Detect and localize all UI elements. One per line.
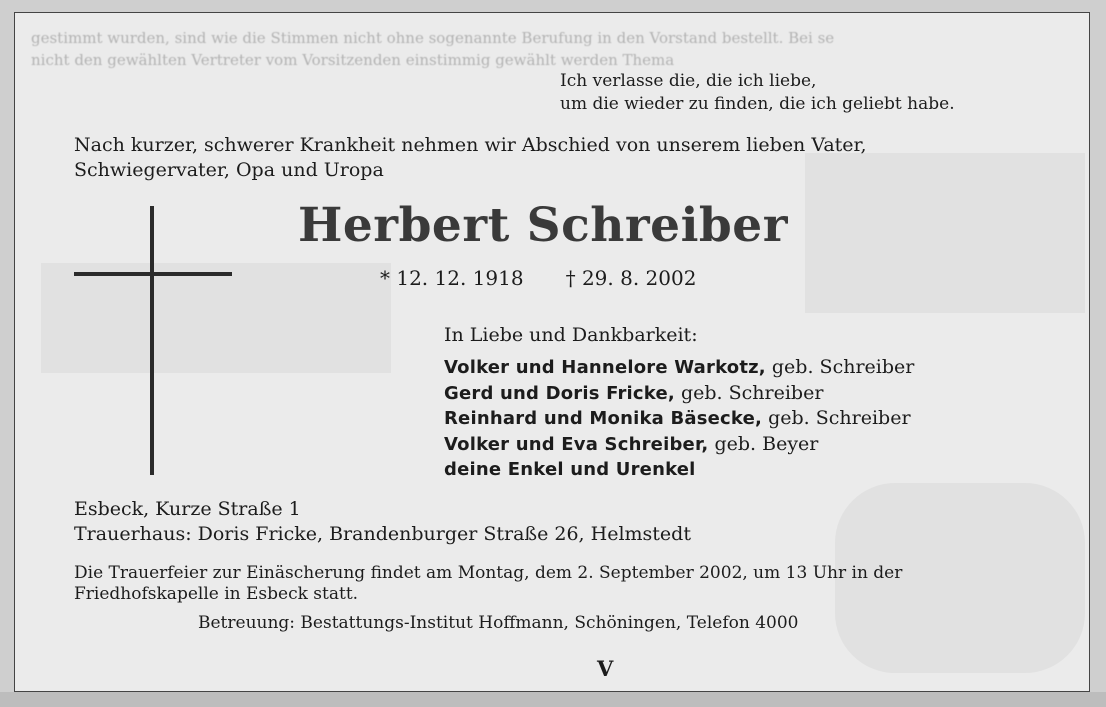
mourner-names: Gerd und Doris Fricke,	[444, 382, 675, 404]
motto	[560, 70, 955, 116]
deceased-name: Herbert Schreiber	[298, 198, 788, 253]
undertaker-info: Betreuung: Bestattungs-Institut Hoffmann, Schöningen, Telefon 4000	[198, 613, 799, 633]
home-address: Esbeck, Kurze Straße 1	[74, 498, 301, 520]
death-date: † 29. 8. 2002	[565, 266, 697, 290]
mourning-house: Trauerhaus: Doris Fricke, Brandenburger Straße 26, Helmstedt	[74, 523, 691, 545]
mourner-suffix: geb. Schreiber	[762, 407, 911, 429]
mourner-line	[444, 432, 914, 458]
address-block	[74, 497, 691, 547]
mourner-suffix: geb. Schreiber	[674, 381, 824, 404]
birth-date: * 12. 12. 1918	[380, 266, 524, 290]
mourner-line	[444, 381, 914, 407]
mourners-list	[444, 355, 914, 483]
mourner-names: deine Enkel und Urenkel	[444, 459, 696, 480]
intro-line: Nach kurzer, schwerer Krankheit nehmen wir Abschied von unserem lieben Vater,	[74, 134, 867, 156]
mourner-suffix: geb. Beyer	[708, 432, 819, 455]
cross-icon	[150, 206, 154, 475]
cutoff-text: V	[597, 656, 614, 681]
mourner-line	[444, 457, 914, 483]
motto-line: um die wieder zu finden, die ich geliebt habe.	[560, 94, 955, 114]
bleed-line: gestimmt wurden, sind wie die Stimmen nicht ohne sogenannte Berufung in den Vorstand bestellt. Bei se	[31, 29, 835, 47]
mourner-line	[444, 406, 914, 432]
mourner-suffix: geb. Schreiber	[765, 356, 915, 378]
intro-line: Schwiegervater, Opa und Uropa	[74, 159, 384, 181]
scan-edge	[0, 692, 1106, 707]
intro-text	[74, 133, 867, 183]
mourner-names: Reinhard und Monika Bäsecke,	[444, 408, 763, 429]
cross-icon-bar	[74, 272, 232, 276]
bleed-image-left	[41, 263, 391, 373]
life-dates	[380, 266, 738, 290]
ceremony-line: Friedhofskapelle in Esbeck statt.	[74, 584, 359, 604]
mourner-line	[444, 355, 914, 381]
mourners-heading: In Liebe und Dankbarkeit:	[444, 324, 698, 346]
mourner-names: Volker und Eva Schreiber,	[444, 433, 709, 455]
ceremony-line: Die Trauerfeier zur Einäscherung findet am Montag, dem 2. September 2002, um 13 Uhr in der	[74, 563, 903, 583]
ceremony-info	[74, 563, 902, 605]
mourner-names: Volker und Hannelore Warkotz,	[444, 357, 766, 378]
motto-line: Ich verlasse die, die ich liebe,	[560, 71, 817, 91]
bleed-line: nicht den gewählten Vertreter vom Vorsitzenden einstimmig gewählt werden Thema	[31, 51, 675, 69]
